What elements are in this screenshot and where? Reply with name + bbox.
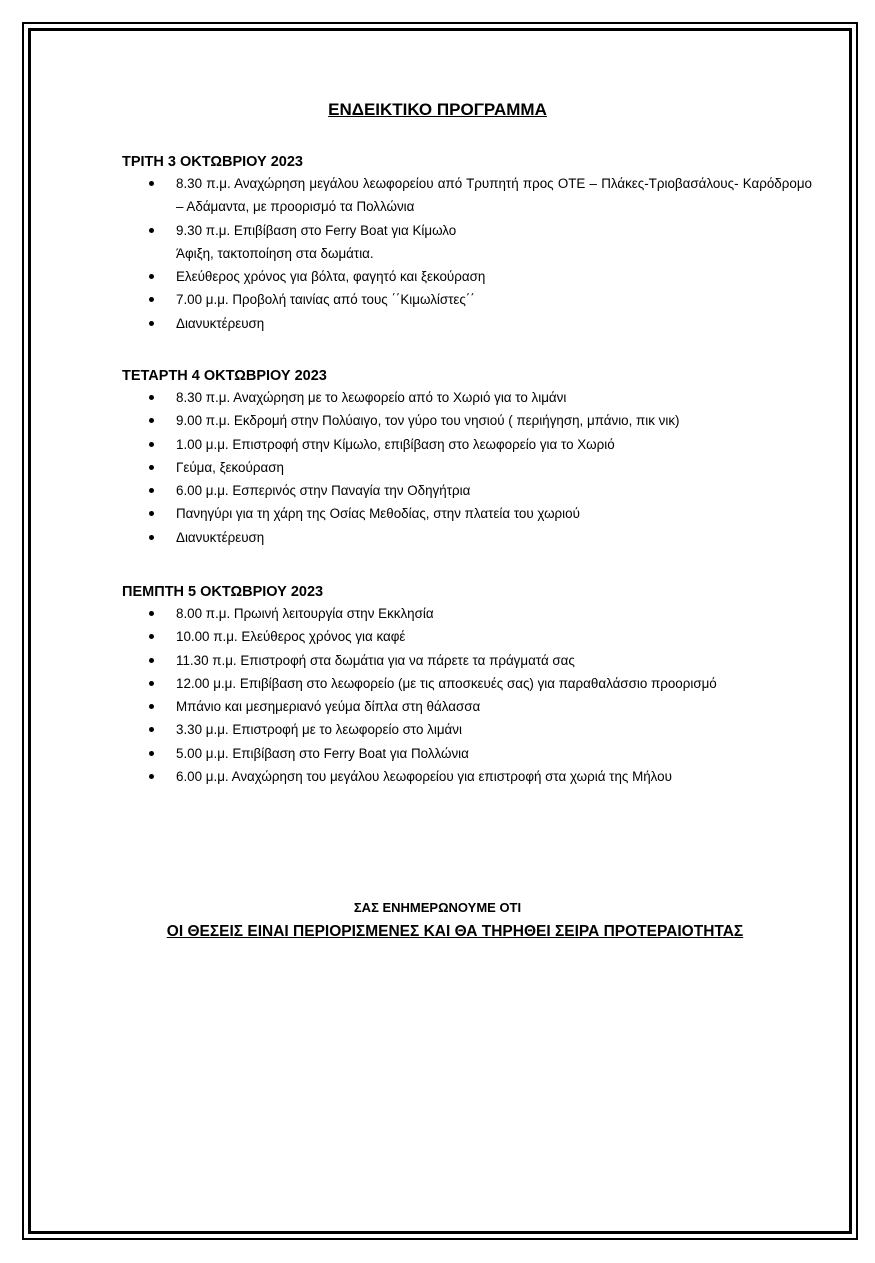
schedule-list — [122, 386, 812, 549]
document-title: ΕΝΔΕΙΚΤΙΚΟ ΠΡΟΓΡΑΜΜΑ — [328, 100, 547, 119]
list-item-continuation: Άφιξη, τακτοποίηση στα δωμάτια. — [176, 245, 374, 261]
day-section-tuesday — [122, 152, 812, 335]
schedule-list — [122, 602, 812, 788]
notice-main: ΟΙ ΘΕΣΕΙΣ ΕΙΝΑΙ ΠΕΡΙΟΡΙΣΜΕΝΕΣ ΚΑΙ ΘΑ ΤΗΡΗΘΕΙ ΣΕΙΡΑ ΠΡΟΤΕΡΑΙΟΤΗΤΑΣ — [166, 923, 744, 940]
schedule-list — [122, 172, 812, 335]
list-item: Πανηγύρι για τη χάρη της Οσίας Μεθοδίας, στην πλατεία του χωριού — [122, 502, 812, 525]
list-item: 10.00 π.μ. Ελεύθερος χρόνος για καφέ — [122, 625, 812, 648]
list-item: 12.00 μ.μ. Επιβίβαση στο λεωφορείο (με τις αποσκευές σας) για παραθαλάσσιο προορισμό — [122, 672, 812, 695]
list-item: 11.30 π.μ. Επιστροφή στα δωμάτια για να πάρετε τα πράγματά σας — [122, 649, 812, 672]
list-item: Διανυκτέρευση — [122, 312, 812, 335]
day-section-thursday — [122, 582, 812, 788]
list-item: 9.00 π.μ. Εκδρομή στην Πολύαιγο, τον γύρο του νησιού ( περιήγηση, μπάνιο, πικ νικ) — [122, 409, 812, 432]
day-heading: ΤΡΙΤΗ 3 ΟΚΤΩΒΡΙΟΥ 2023 — [122, 154, 303, 170]
list-item: Διανυκτέρευση — [122, 526, 812, 549]
list-item: 8.30 π.μ. Αναχώρηση με το λεωφορείο από το Χωριό για το λιμάνι — [122, 386, 812, 409]
day-heading: ΤΕΤΑΡΤΗ 4 ΟΚΤΩΒΡΙΟΥ 2023 — [122, 368, 327, 384]
list-item: 6.00 μ.μ. Εσπερινός στην Παναγία την Οδηγήτρια — [122, 479, 812, 502]
list-item: 7.00 μ.μ. Προβολή ταινίας από τους ΄΄Κιμωλίστες΄΄ — [122, 288, 812, 311]
list-item: Μπάνιο και μεσημεριανό γεύμα δίπλα στη θάλασσα — [122, 695, 812, 718]
list-item: 8.00 π.μ. Πρωινή λειτουργία στην Εκκλησία — [122, 602, 812, 625]
list-item-text: 9.30 π.μ. Επιβίβαση στο Ferry Boat για Κίμωλο — [176, 222, 457, 238]
day-heading: ΠΕΜΠΤΗ 5 ΟΚΤΩΒΡΙΟΥ 2023 — [122, 584, 324, 600]
notice-intro: ΣΑΣ ΕΝΗΜΕΡΩΝΟΥΜΕ ΟΤΙ — [353, 900, 522, 915]
list-item: 8.30 π.μ. Αναχώρηση μεγάλου λεωφορείου από Τρυπητή προς ΟΤΕ – Πλάκες-Τριοβασάλους- Καρόδρομο – Αδάμαντα, με προορισμό τα Πολλώνια — [122, 172, 812, 219]
list-item: 3.30 μ.μ. Επιστροφή με το λεωφορείο στο λιμάνι — [122, 718, 812, 741]
list-item: Γεύμα, ξεκούραση — [122, 456, 812, 479]
list-item — [122, 219, 812, 266]
list-item: 6.00 μ.μ. Αναχώρηση του μεγάλου λεωφορείου για επιστροφή στα χωριά της Μήλου — [122, 765, 812, 788]
list-item: 5.00 μ.μ. Επιβίβαση στο Ferry Boat για Πολλώνια — [122, 742, 812, 765]
list-item: Ελεύθερος χρόνος για βόλτα, φαγητό και ξεκούραση — [122, 265, 812, 288]
day-section-wednesday — [122, 366, 812, 549]
list-item: 1.00 μ.μ. Επιστροφή στην Κίμωλο, επιβίβαση στο λεωφορείο για το Χωριό — [122, 433, 812, 456]
